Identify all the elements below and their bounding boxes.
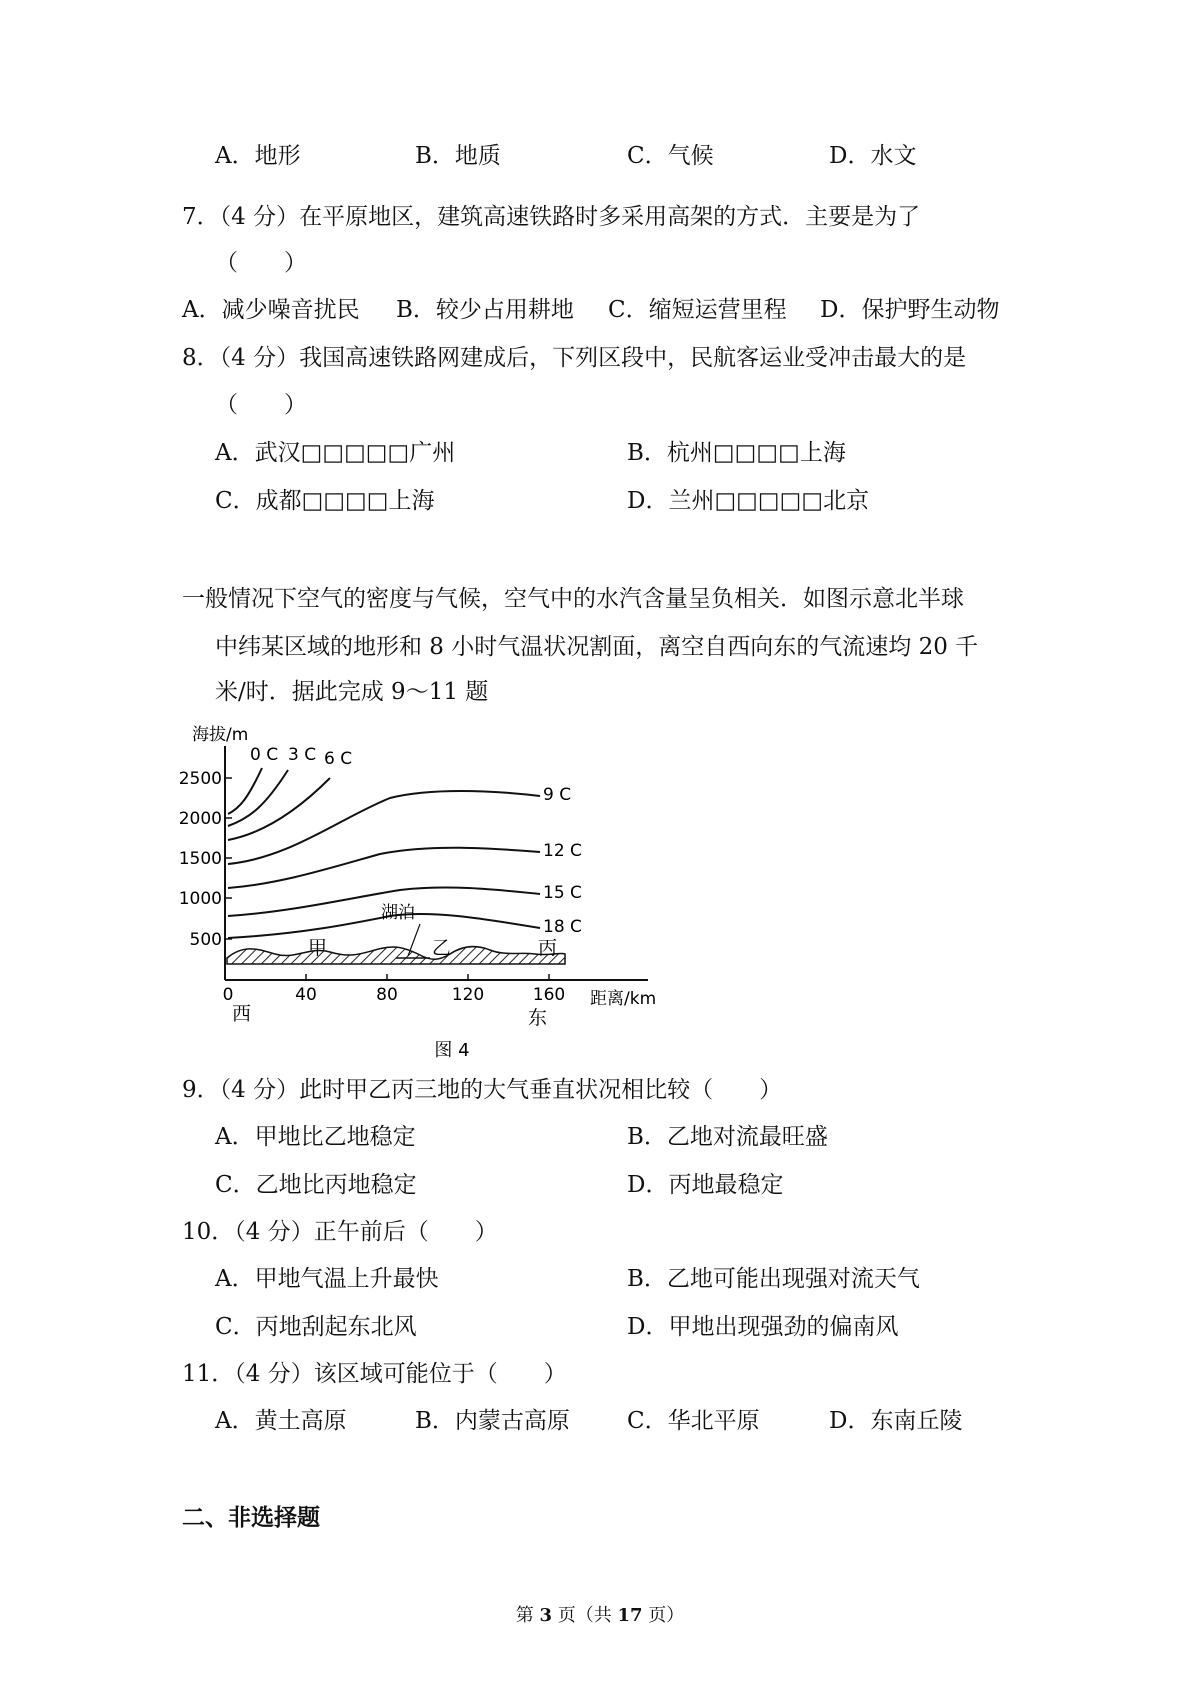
q7-option-b: B．较少占用耕地	[396, 297, 574, 323]
east-label: 东	[528, 1007, 548, 1029]
q8-option-d: D．兰州□□□□□北京	[627, 488, 870, 514]
q9-option-d: D．丙地最稳定	[627, 1172, 784, 1198]
q11-stem: 11．（4 分）该区域可能位于（ ）	[182, 1361, 567, 1387]
q7-option-d: D．保护野生动物	[820, 297, 1000, 323]
terrain-profile	[227, 947, 565, 964]
y-tick-label: 1000	[178, 889, 222, 909]
y-tick-label: 1500	[178, 849, 222, 869]
q9-option-b: B．乙地对流最旺盛	[627, 1124, 828, 1150]
q9-stem: 9．（4 分）此时甲乙丙三地的大气垂直状况相比较（ ）	[182, 1077, 783, 1103]
isotherm-label: 12 C	[543, 841, 582, 861]
x-axis-label: 距离/km	[590, 989, 657, 1009]
q11-option-b: B．内蒙古高原	[415, 1408, 570, 1434]
q8-paren: （ ）	[215, 392, 307, 418]
x-tick-label: 160	[532, 985, 566, 1005]
q7-paren: （ ）	[215, 250, 307, 276]
q7-option-c: C．缩短运营里程	[608, 297, 787, 323]
place-label-bing: 丙	[538, 937, 558, 959]
q9-option-c: C．乙地比丙地稳定	[215, 1172, 417, 1198]
footer-prefix: 第	[515, 1605, 534, 1626]
q11-option-d: D．东南丘陵	[829, 1408, 963, 1434]
q8-option-b: B．杭州□□□□上海	[627, 440, 846, 466]
place-label-lake: 湖泊	[381, 903, 415, 923]
q6-option-d: D．水文	[829, 143, 917, 169]
q11-option-a: A．黄土高原	[215, 1408, 347, 1434]
q6-option-b: B．地质	[415, 143, 501, 169]
intro-line-3: 米/时．据此完成 9～11 题	[215, 679, 489, 705]
place-label-yi: 乙	[432, 937, 452, 959]
west-label: 西	[232, 1003, 252, 1025]
lake-pointer	[408, 924, 420, 956]
q8-stem: 8．（4 分）我国高速铁路网建成后，下列区段中，民航客运业受冲击最大的是	[182, 345, 967, 371]
y-axis-label: 海拔/m	[192, 725, 249, 745]
intro-line-1: 一般情况下空气的密度与气候，空气中的水汽含量呈负相关．如图示意北半球	[182, 586, 964, 612]
place-label-jia: 甲	[308, 937, 328, 959]
x-tick-label: 0	[222, 985, 234, 1005]
x-tick-label: 40	[295, 985, 317, 1005]
q7-option-a: A．减少噪音扰民	[182, 297, 360, 323]
q9-option-a: A．甲地比乙地稳定	[215, 1124, 416, 1150]
q8-option-c: C．成都□□□□上海	[215, 488, 435, 514]
q10-stem: 10．（4 分）正午前后（ ）	[182, 1219, 498, 1245]
y-tick-label: 500	[189, 930, 222, 950]
footer-suffix: 页）	[648, 1605, 685, 1626]
y-tick-label: 2500	[178, 769, 222, 789]
section-heading: 二、非选择题	[182, 1505, 320, 1531]
x-tick-label: 80	[376, 985, 398, 1005]
footer-middle: 页（共	[557, 1605, 612, 1626]
q11-option-c: C．华北平原	[627, 1408, 760, 1434]
figure-4-profile	[170, 718, 690, 1058]
q6-option-a: A．地形	[215, 143, 301, 169]
footer-total-pages: 17	[617, 1605, 643, 1626]
isotherm-label: 9 C	[543, 785, 572, 805]
q10-option-b: B．乙地可能出现强对流天气	[627, 1266, 920, 1292]
q10-option-c: C．丙地刮起东北风	[215, 1314, 417, 1340]
isotherm-label: 15 C	[543, 883, 582, 903]
isotherm-label: 3 C	[288, 745, 317, 765]
footer-page-number: 3	[539, 1605, 552, 1626]
isotherm-label: 0 C	[250, 745, 279, 765]
figure-caption: 图 4	[434, 1040, 470, 1058]
intro-line-2: 中纬某区域的地形和 8 小时气温状况割面，离空自西向东的气流速均 20 千	[215, 634, 979, 660]
x-tick-label: 120	[451, 985, 485, 1005]
page-footer	[0, 1601, 1200, 1627]
q10-option-a: A．甲地气温上升最快	[215, 1266, 439, 1292]
isotherm-label: 6 C	[324, 749, 353, 769]
q6-option-c: C．气候	[627, 143, 714, 169]
isotherm-label: 18 C	[543, 917, 582, 937]
q8-option-a: A．武汉□□□□□广州	[215, 440, 456, 466]
y-tick-label: 2000	[178, 809, 222, 829]
q10-option-d: D．甲地出现强劲的偏南风	[627, 1314, 899, 1340]
q7-stem: 7．（4 分）在平原地区，建筑高速铁路时多采用高架的方式．主要是为了	[182, 204, 921, 230]
